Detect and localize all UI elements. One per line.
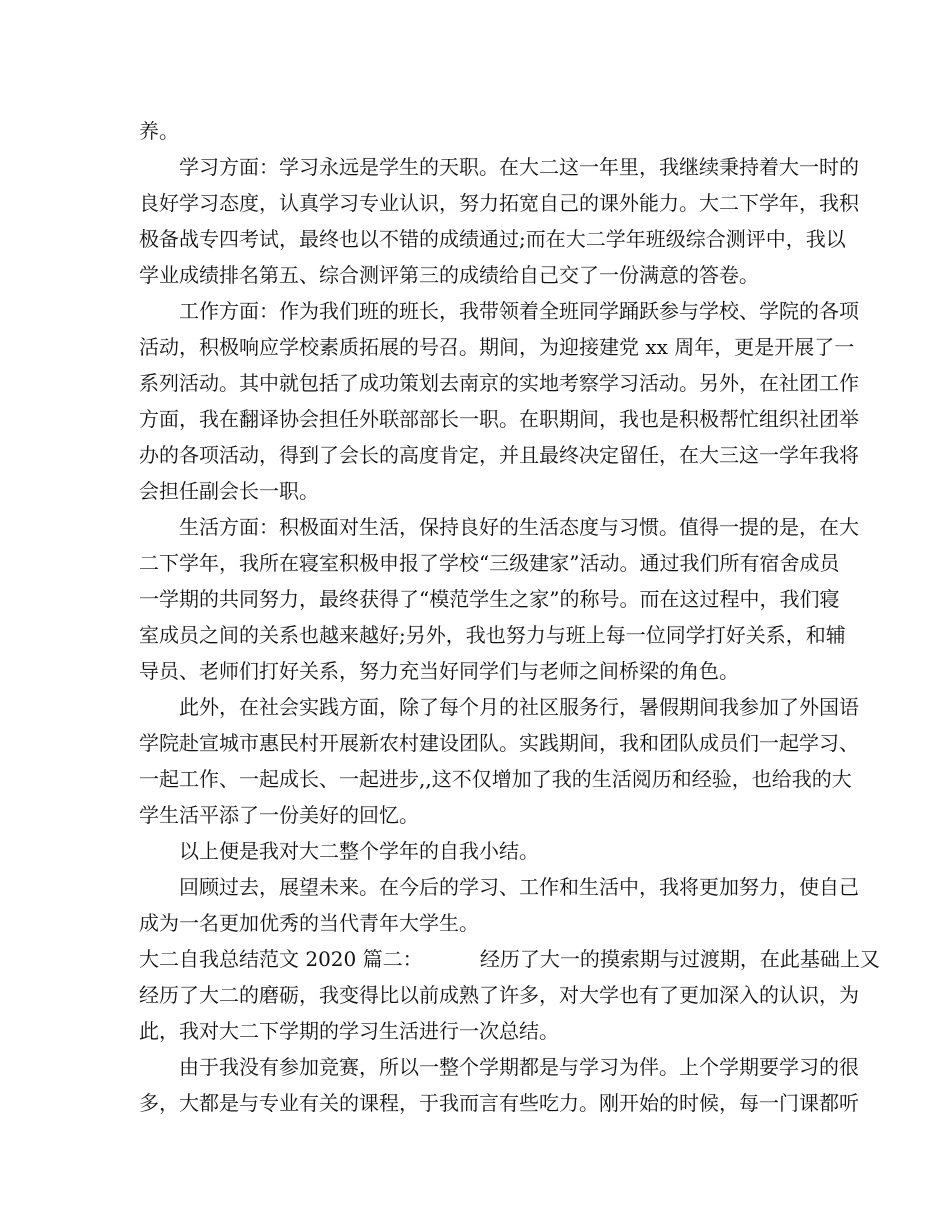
text-line: 室成员之间的关系也越来越好;另外，我也努力与班上每一位同学打好关系，和辅 — [139, 623, 846, 647]
text-line: 工作方面：作为我们班的班长，我带领着全班同学踊跃参与学校、学院的各项 — [179, 299, 859, 323]
text-line: 一学期的共同努力，最终获得了“模范学生之家”的称号。而在这过程中，我们寝 — [139, 587, 840, 611]
text-line: 成为一名更加优秀的当代青年大学生。 — [139, 911, 479, 935]
text-line: 生活方面：积极面对生活，保持良好的生活态度与习惯。值得一提的是，在大 — [179, 515, 859, 539]
text-line: 多，大都是与专业有关的课程，于我而言有些吃力。刚开始的时候，每一门课都听 — [139, 1091, 859, 1115]
text-line: 学业成绩排名第五、综合测评第三的成绩给自己交了一份满意的答卷。 — [139, 263, 759, 287]
text-line: 极备战专四考试，最终也以不错的成绩通过;而在大二学年班级综合测评中，我以 — [139, 227, 846, 251]
text-line: 学习方面：学习永远是学生的天职。在大二这一年里，我继续秉持着大一时的 — [179, 155, 859, 179]
text-line: 办的各项活动，得到了会长的高度肯定，并且最终决定留任，在大三这一学年我将 — [139, 443, 859, 467]
section-heading-line: 大二自我总结范文 2020 篇二： 经历了大一的摸索期与过渡期，在此基础上又 — [139, 947, 880, 971]
text-line: 活动，积极响应学校素质拓展的号召。期间，为迎接建党 xx 周年，更是开展了一 — [139, 335, 855, 359]
document-body — [139, 113, 880, 1121]
text-line: 导员、老师们打好关系，努力充当好同学们与老师之间桥梁的角色。 — [139, 659, 739, 683]
text-line: 会担任副会长一职。 — [139, 479, 319, 503]
text-line: 回顾过去，展望未来。在今后的学习、工作和生活中，我将更加努力，使自己 — [179, 875, 859, 899]
text-line: 养。 — [139, 119, 179, 143]
text-line: 二下学年，我所在寝室积极申报了学校“三级建家”活动。通过我们所有宿舍成员 — [139, 551, 840, 575]
text-line: 系列活动。其中就包括了成功策划去南京的实地考察学习活动。另外，在社团工作 — [139, 371, 859, 395]
text-line: 一起工作、一起成长、一起进步,,这不仅增加了我的生活阅历和经验，也给我的大 — [139, 767, 852, 791]
text-line: 由于我没有参加竞赛，所以一整个学期都是与学习为伴。上个学期要学习的很 — [179, 1055, 859, 1079]
text-line: 良好学习态度，认真学习专业认识，努力拓宽自己的课外能力。大二下学年，我积 — [139, 191, 859, 215]
text-line: 此，我对大二下学期的学习生活进行一次总结。 — [139, 1019, 559, 1043]
text-line: 学生活平添了一份美好的回忆。 — [139, 803, 419, 827]
text-line: 以上便是我对大二整个学年的自我小结。 — [179, 839, 539, 863]
text-line: 经历了大二的磨砺，我变得比以前成熟了许多，对大学也有了更加深入的认识，为 — [139, 983, 859, 1007]
text-line: 方面，我在翻译协会担任外联部部长一职。在职期间，我也是积极帮忙组织社团举 — [139, 407, 859, 431]
text-line: 此外，在社会实践方面，除了每个月的社区服务行，暑假期间我参加了外国语 — [179, 695, 859, 719]
text-line: 学院赴宣城市惠民村开展新农村建设团队。实践期间，我和团队成员们一起学习、 — [139, 731, 859, 755]
